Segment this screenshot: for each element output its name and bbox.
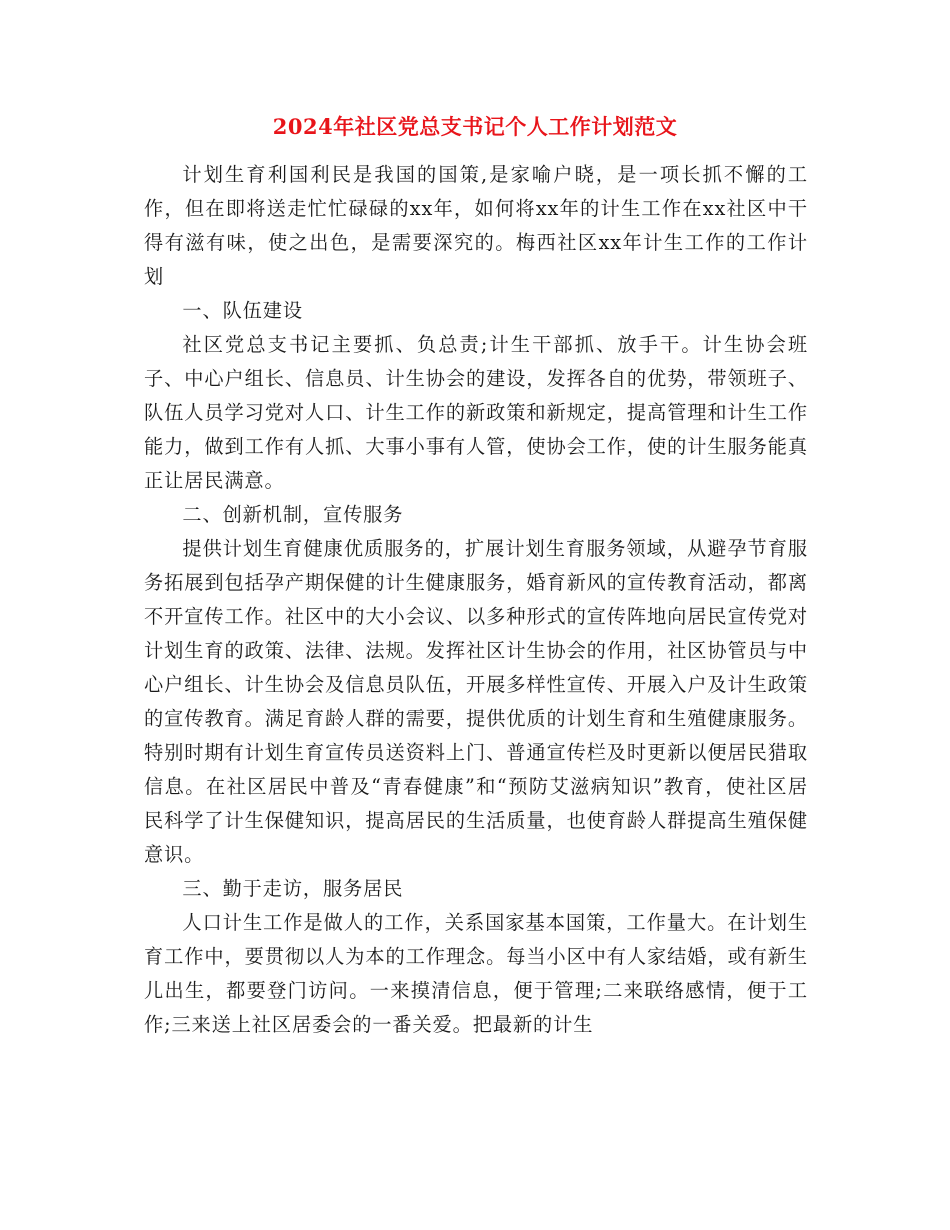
section-heading-visits: 三、勤于走访，服务居民: [182, 877, 404, 900]
section-heading-team-building: 一、队伍建设: [182, 299, 303, 322]
paragraph-innovation: 提供计划生育健康优质服务的，扩展计划生育服务领域，从避孕节育服务拓展到包括孕产期保健的计生健康服务，婚育新风的宣传教育活动，都离不开宣传工作。社区中的大小会议、以多种形式的宣传阵地向居民宣传党对计划生育的政策、法律、法规。发挥社区计生协会的作用，社区协管员与中心户组长、计生协会及信息员队伍，开展多样性宣传、开展入户及计生政策的宣传教育。满足育龄人群的需要，提供优质的计划生育和生殖健康服务。特别时期有计划生育宣传员送资料上门、普通宣传栏及时更新以便居民猎取信息。在社区居民中普及“青春健康”和“预防艾滋病知识”教育，使社区居民科学了计生保健知识，提高居民的生活质量，也使育龄人群提高生殖保健意识。: [144, 537, 808, 866]
document-title: 2024年社区党总支书记个人工作计划范文: [272, 114, 678, 139]
paragraph-team-building: 社区党总支书记主要抓、负总责;计生干部抓、放手干。计生协会班子、中心户组长、信息员、计生协会的建设，发挥各自的优势，带领班子、队伍人员学习党对人口、计生工作的新政策和新规定，提高管理和计生工作能力，做到工作有人抓、大事小事有人管，使协会工作，使的计生服务能真正让居民满意。: [144, 333, 808, 492]
document-body: [144, 158, 808, 1042]
paragraph-intro: 计划生育利国利民是我国的国策,是家喻户晓，是一项长抓不懈的工作，但在即将送走忙忙碌碌的xx年，如何将xx年的计生工作在xx社区中干得有滋有味，使之出色，是需要深究的。梅西社区xx年计生工作的工作计划: [144, 163, 808, 288]
section-heading-innovation: 二、创新机制，宣传服务: [182, 503, 404, 526]
paragraph-visits: 人口计生工作是做人的工作，关系国家基本国策，工作量大。在计划生育工作中，要贯彻以人为本的工作理念。每当小区中有人家结婚，或有新生儿出生，都要登门访问。一来摸清信息，便于管理;二来联络感情，便于工作;三来送上社区居委会的一番关爱。把最新的计生: [144, 911, 808, 1036]
